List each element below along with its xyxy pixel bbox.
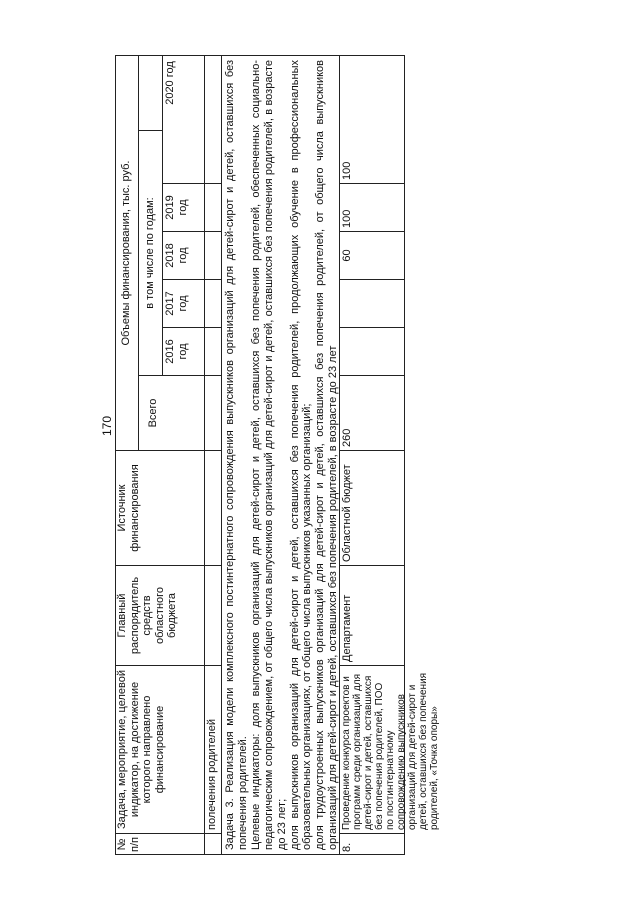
row8-2017 <box>340 279 405 327</box>
continued-empty <box>205 279 222 327</box>
header-by-years: в том числе по годам: <box>139 130 163 375</box>
header-volumes: Объемы финансирования, тыс. руб. <box>115 55 139 450</box>
continued-empty <box>205 375 222 450</box>
task-3-line: доля выпускников организаций для детей-сирот и детей, оставшихся без попечения родителей, продолжающих обучение в профессиональных образовательных организациях, от общего числа выпускников указанных организаций; <box>288 60 314 850</box>
task-3-line: доля трудоустроенных выпускников организаций для детей-сирот и детей, оставшихся без попечения родителей, от общего числа выпускников организаций для детей-сирот и детей, оставшихся без попечения родителей, в возрасте до 23 лет <box>314 60 340 850</box>
row8-source: Областной бюджет <box>340 450 405 565</box>
rotated-table <box>115 55 440 855</box>
header-total: Всего <box>139 375 205 450</box>
header-year-2020: 2020 год <box>163 55 205 183</box>
continued-empty <box>205 55 222 183</box>
header-year-2016: 2016 год <box>163 327 205 375</box>
task-3-line: Задача 3. Реализация модели комплексного постинтернатного сопровождения выпускников организаций для детей-сирот и детей, оставшихся без попечения родителей. <box>224 60 249 850</box>
header-years-blank <box>139 55 163 130</box>
row8-total: 260 <box>340 375 405 450</box>
continued-no <box>205 833 222 855</box>
continued-empty <box>205 565 222 665</box>
continued-empty <box>205 183 222 231</box>
row8-2018: 60 <box>340 231 405 279</box>
task-3-line: Целевые индикаторы: доля выпускников организаций для детей-сирот и детей, оставшихся без попечения родителей, обеспеченных социально-педагогическим сопровождением, от общего числа выпускников организаций для детей-сирот и детей, оставшихся без попечения родителей, в возрасте до 23 лет; <box>249 60 288 850</box>
row8-no: 8. <box>340 833 405 855</box>
row8-2016 <box>340 327 405 375</box>
header-year-2017: 2017 год <box>163 279 205 327</box>
row8-task: Проведение конкурса проектов и программ среди организаций для детей-сирот и детей, оставшихся без попечения родителей, ПОО по постинтернатному сопровождению выпускников организаций для детей-сирот и детей, оставшихся без попечения родителей, «Точка опоры» <box>340 665 405 833</box>
header-task: Задача, мероприятие, целевой индикатор, на достижение которого направлено финансирование <box>115 665 205 833</box>
page-number: 170 <box>100 415 114 436</box>
continued-empty <box>205 231 222 279</box>
header-source: Источник финансирования <box>115 450 205 565</box>
row8-2019: 100 <box>340 183 405 231</box>
continued-text: полечения родителей <box>205 665 222 833</box>
task-3-description <box>222 55 340 855</box>
header-manager: Главный распорядитель средств областного бюджета <box>115 565 205 665</box>
row8-manager: Департамент <box>340 565 405 665</box>
continued-empty <box>205 327 222 375</box>
row8-2020: 100 <box>340 55 405 183</box>
header-year-2018: 2018 год <box>163 231 205 279</box>
header-year-2019: 2019 год <box>163 183 205 231</box>
continued-empty <box>205 450 222 565</box>
header-no: № п/п <box>115 833 205 855</box>
